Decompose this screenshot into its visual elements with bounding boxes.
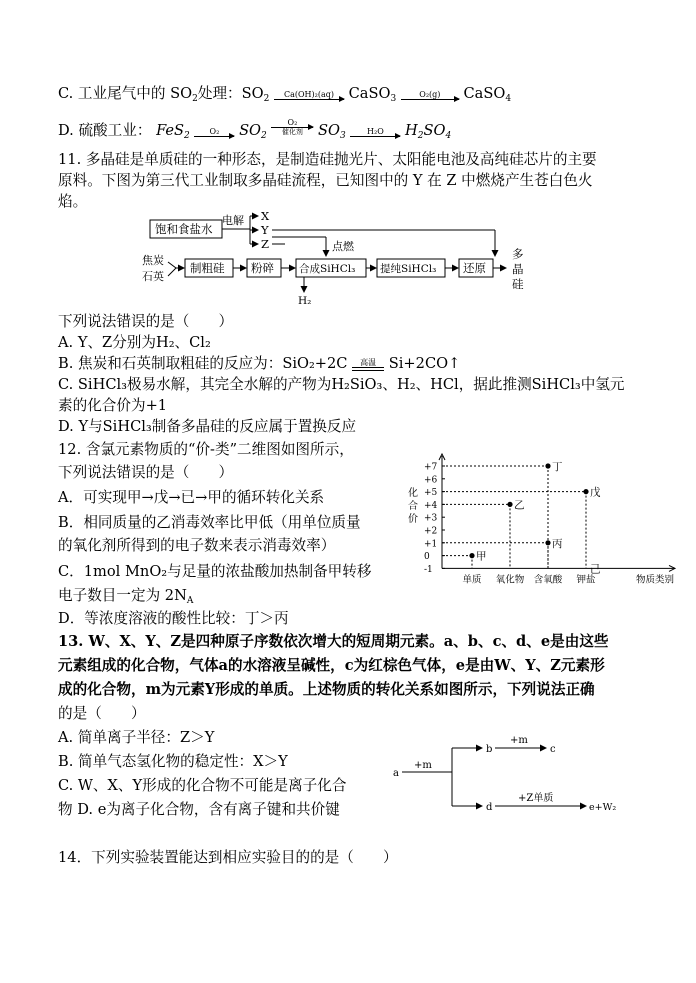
y-axis-label: 化	[408, 488, 418, 499]
point-label: 乙	[514, 499, 525, 512]
q11-question: 下列说法错误的是（ ）	[58, 313, 234, 330]
reaction-arrow: Ca(OH)₂(aq)	[274, 90, 344, 100]
label-plus-z: +Z单质	[518, 793, 554, 804]
q11-option-b: B. 焦炭和石英制取粗硅的反应为：SiO₂+2C 高温 Si+2CO↑	[58, 355, 461, 372]
point-label: 甲	[476, 550, 487, 563]
x-tick-label: 含氧酸	[533, 574, 563, 586]
q13-stem-line: 13. W、X、Y、Z是四种原子序数依次增大的短周期元素。a、b、c、d、e是由这些	[58, 633, 609, 650]
point-label: 戊	[590, 486, 601, 499]
reaction-arrow: O₂	[194, 127, 234, 137]
label-purify: 提纯SiHCl₃	[380, 263, 437, 275]
q13-stem-line: 元素组成的化合物，气体a的水溶液呈碱性，c为红棕色气体，e是由W、Y、Z元素形	[58, 657, 605, 674]
q11-option-c: C. SiHCl₃极易水解，其完全水解的产物为H₂SiO₃、H₂、HCl，据此推测SiHCl₃中氢元	[58, 376, 625, 393]
reaction-arrow: H₂O	[350, 127, 400, 137]
node-a: a	[393, 768, 399, 779]
q13-transform-diagram	[390, 730, 630, 830]
y-tick-label: +3	[424, 513, 438, 524]
data-point	[507, 502, 512, 507]
y-tick-label: +7	[424, 462, 438, 473]
label-x: X	[261, 209, 270, 223]
label-coke: 焦炭	[142, 254, 164, 267]
q12-option-c: 电子数目一定为 $2N_A$	[58, 587, 194, 606]
q12-option-b: 的氧化剂所得到的电子数来表示消毒效率）	[58, 537, 336, 554]
label-plus-m: +m	[510, 735, 528, 746]
point-label: 丁	[552, 461, 563, 473]
node-e-w2: e+W₂	[589, 802, 617, 813]
node-d: d	[486, 802, 493, 813]
label-brine: 饱和食盐水	[155, 222, 213, 236]
label-electrolysis: 电解	[222, 214, 244, 227]
data-point	[469, 553, 474, 558]
label-crush: 粉碎	[251, 261, 274, 275]
label-reduce: 还原	[463, 261, 486, 275]
label-plus-m: +m	[414, 760, 432, 771]
y-tick-label: 0	[424, 552, 430, 563]
valence-class-chart	[400, 452, 685, 604]
q12-stem-line: 下列说法错误的是（ ）	[58, 464, 234, 481]
equilibrium-sign: 高温	[352, 358, 384, 371]
q10-option-d: D. 硫酸工业： FeS$_2$ O₂ $SO_2$ O₂ 催化剂 $SO_3$ H₂O $H_2SO_4$	[58, 118, 452, 141]
data-point	[583, 489, 588, 494]
label-ignite: 点燃	[332, 240, 354, 253]
point-label: 丙	[552, 537, 563, 550]
x-tick-label: 氧化物	[495, 574, 525, 586]
q11-stem-line: 焰。	[58, 193, 88, 210]
y-tick-label: +2	[424, 526, 438, 537]
q12-option-a: A．可实现甲→戊→已→甲的循环转化关系	[58, 489, 325, 506]
q10-option-c: C. 工业尾气中的 $SO_2$处理：$SO_2$ Ca(OH)₂(aq) CaSO$_3$ O₂(g) CaSO$_4$	[58, 85, 512, 104]
q12-option-d: D．等浓度溶液的酸性比较：丁＞丙	[58, 610, 289, 627]
label-h2: H₂	[298, 295, 312, 307]
y-axis-label: 价	[408, 514, 418, 525]
y-tick-label: -1	[424, 564, 433, 575]
reaction-arrow: O₂ 催化剂	[271, 118, 313, 137]
label-product: 晶	[512, 262, 524, 276]
y-tick-label: +6	[424, 475, 438, 486]
data-point	[545, 463, 550, 468]
q11-option-c: 素的化合价为+1	[58, 397, 168, 414]
reaction-arrow: O₂(g)	[401, 90, 459, 100]
x-tick-label: 物质类别	[635, 574, 675, 586]
q11-stem-line: 原料。下图为第三代工业制取多晶硅流程，已知图中的 Y 在 Z 中燃烧产生苍白色火	[58, 172, 593, 189]
label-z: Z	[261, 237, 269, 251]
label-y: Y	[261, 223, 269, 237]
label-product: 硅	[512, 277, 524, 291]
y-tick-label: +5	[424, 488, 438, 499]
label-quartz: 石英	[142, 270, 164, 283]
x-tick-label: 钾盐	[576, 574, 596, 586]
y-tick-label: +4	[424, 500, 438, 511]
label-synth: 合成SiHCl₃	[299, 263, 356, 275]
q13-option-cd: 物 D. e为离子化合物，含有离子键和共价键	[58, 801, 340, 818]
q13-stem-line: 成的化合物，m为元素Y形成的单质。上述物质的转化关系如图所示，下列说法正确	[58, 681, 595, 698]
q13-option-c: C. W、X、Y形成的化合物不可能是离子化合	[58, 777, 347, 794]
node-c: c	[550, 744, 556, 755]
x-tick-label: 单质	[462, 574, 482, 586]
node-b: b	[486, 744, 493, 755]
q12-option-b: B．相同质量的乙消毒效率比甲低（用单位质量	[58, 514, 361, 531]
q12-option-c: C．1mol MnO₂与足量的浓盐酸加热制备甲转移	[58, 563, 372, 580]
y-tick-label: +1	[424, 539, 438, 550]
q13-option-b: B. 简单气态氢化物的稳定性：X＞Y	[58, 753, 288, 770]
q11-flow-diagram	[140, 206, 540, 310]
q12-stem-line: 12. 含氯元素物质的“价-类”二维图如图所示，	[58, 441, 354, 458]
label-product: 多	[512, 247, 524, 261]
y-axis-label: 合	[408, 501, 418, 512]
q11-option-a: A. Y、Z分别为H₂、Cl₂	[58, 334, 211, 351]
q11-option-d: D. Y与SiHCl₃制备多晶硅的反应属于置换反应	[58, 418, 357, 435]
q14-stem-line: 14．下列实验装置能达到相应实验目的的是（ ）	[58, 849, 398, 866]
q13-option-a: A. 简单离子半径：Z＞Y	[58, 729, 215, 746]
point-label: 己	[590, 563, 601, 576]
label-crude: 制粗硅	[190, 261, 225, 275]
q13-stem-line: 的是（ ）	[58, 705, 146, 722]
q11-stem-line: 11. 多晶硅是单质硅的一种形态，是制造硅抛光片、太阳能电池及高纯硅芯片的主要	[58, 151, 597, 168]
